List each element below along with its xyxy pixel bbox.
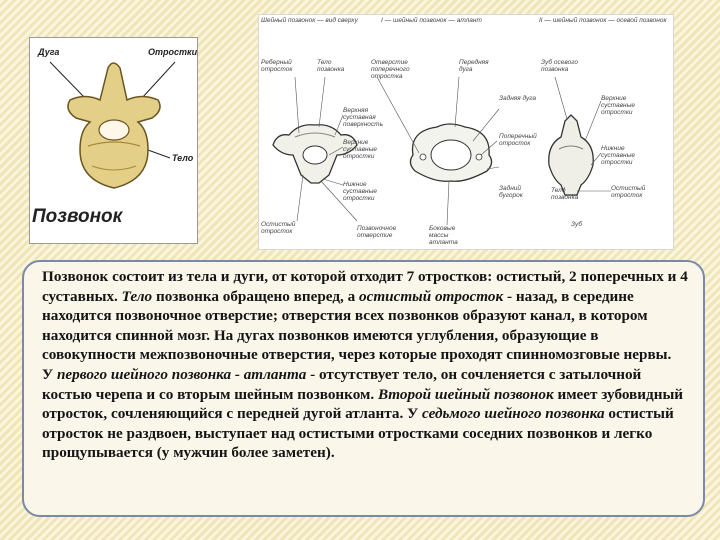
text-run: позвонка обращено вперед, а	[152, 287, 360, 305]
label-posterior-arch: Задняя дуга	[499, 95, 537, 102]
term-axis: Второй шейный позвонок	[377, 385, 554, 403]
label-inferior-articular-processes-1: Нижние суставные отростки	[343, 181, 378, 202]
term-spinous-process: остистый отросток	[359, 287, 504, 305]
label-lateral-masses: Боковые массы атланта	[429, 225, 458, 246]
paragraph-cervical	[42, 365, 693, 463]
cervical-vertebrae-illustration	[259, 15, 673, 249]
text-run: - отсутствует тело, он сочленяется с затылочной костью черепа и со вторым шейным позвонком.	[42, 365, 642, 403]
label-superior-articular-processes-2: Верхние суставные отростки	[601, 95, 636, 116]
label-vertebral-body-2: Тело позвонка	[551, 187, 579, 201]
text-run: Позвонок состоит из тела и дуги, от которой отходит 7 отростков: остистый, 2 поперечных и 4 суставных.	[42, 268, 688, 305]
text-run: остистый отросток не раздвоен, выступает над остистыми отростками соседних позвонков и легко прощупывается (у мужчин более заметен).	[42, 405, 674, 462]
arch-label: Дуга	[38, 47, 60, 57]
label-vertebral-foramen: Позвоночное отверстие	[357, 225, 397, 239]
term-atlas: первого шейного позвонка - атланта	[56, 365, 307, 383]
label-dens-axis: Зуб осевого позвонка	[541, 59, 578, 73]
text-run: У	[42, 365, 57, 383]
label-superior-articular-surface: Верхняя суставная поверхность	[343, 107, 383, 128]
body-label: Тело	[172, 153, 194, 163]
label-costal-process: Реберный отросток	[261, 59, 293, 73]
term-seventh-vertebra: седьмого шейного позвонка	[422, 405, 605, 423]
header-atlas: I — шейный позвонок — атлант	[381, 17, 482, 24]
label-dens: Зуб	[571, 221, 583, 228]
label-transverse-foramen: Отверстие поперечного отростка	[371, 59, 410, 80]
description-text-box	[22, 260, 705, 517]
label-superior-articular-processes-1: Верхние суставные отростки	[343, 139, 378, 160]
label-spinous-process-1: Остистый отросток	[261, 221, 296, 235]
vertebra-title: Позвонок	[32, 206, 123, 227]
label-anterior-arch: Передняя дуга	[459, 59, 489, 73]
cervical-vertebrae-figure	[258, 14, 674, 250]
label-spinous-process-2: Остистый отросток	[611, 185, 646, 199]
processes-label: Отростки	[148, 47, 198, 57]
label-vertebral-body: Тело позвонка	[317, 59, 345, 73]
text-run: имеет зубовидный отросток, сочленяющийся с передней дугой атланта. У	[42, 385, 684, 423]
label-transverse-process: Поперечный отросток	[499, 133, 537, 147]
label-inferior-articular-processes-2: Нижние суставные отростки	[601, 145, 636, 166]
label-posterior-tubercle: Задний бугорок	[499, 185, 523, 199]
text-run: - назад, в середине находится позвоночное отверстие; отверстия всех позвонков образуют канал, в котором находится спинной мозг. На дугах позвонков имеются углубления, образующие в совокупности межпозвоночные отверстия, через которые проходят спинномозговые нервы.	[42, 287, 672, 364]
header-top-view: Шейный позвонок — вид сверху	[261, 17, 358, 24]
term-body: Тело	[121, 287, 153, 305]
paragraph-structure	[42, 267, 693, 365]
header-axis: II — шейный позвонок — осевой позвонок	[539, 17, 667, 24]
